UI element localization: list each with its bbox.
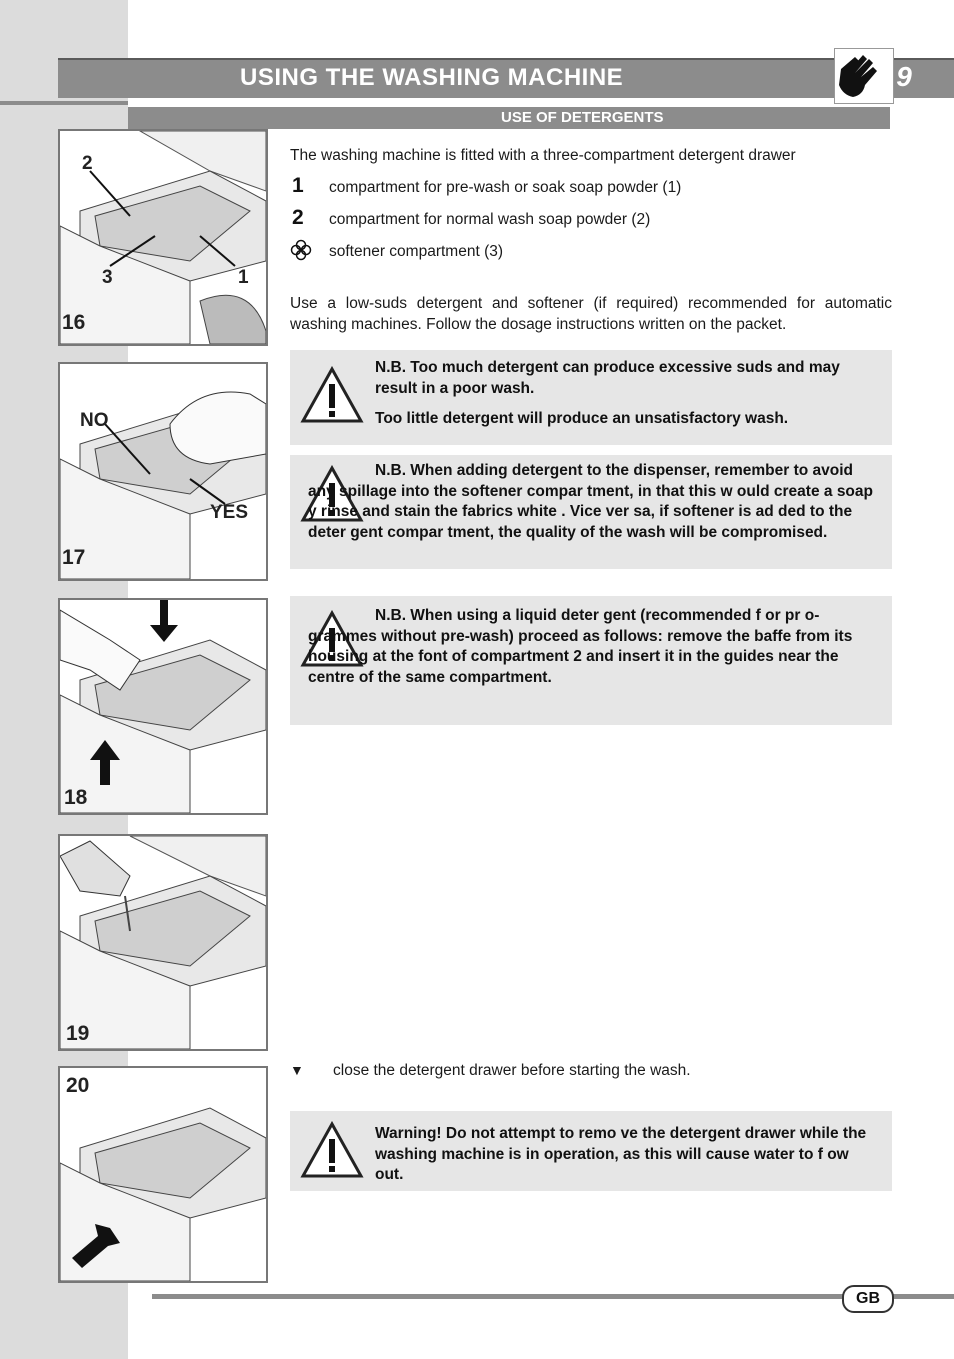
number-two-icon: 2 [292, 206, 304, 229]
note-text: N.B. Too much detergent can produce excessive suds and may result in a poor wash. [375, 359, 840, 397]
figure-20 [58, 1066, 268, 1283]
compartment-item: softener compartment (3) [329, 243, 504, 260]
drawer-illustration [60, 364, 266, 579]
section-title: USE OF DETERGENTS [501, 109, 664, 126]
figure-number: 20 [66, 1074, 90, 1097]
figure-16 [58, 129, 268, 346]
note-box [290, 596, 892, 725]
figure-19 [58, 834, 268, 1051]
language-badge: GB [842, 1285, 894, 1313]
page-title: USING THE WASHING MACHINE [240, 64, 624, 91]
figure-number: 16 [62, 311, 86, 334]
figure-number: 18 [64, 786, 88, 809]
figure-number: 17 [62, 546, 86, 569]
warning-icon [300, 1121, 364, 1179]
footer-rule [152, 1294, 954, 1299]
note-text: N.B. When adding detergent to the dispenser, remember to avoid any spillage into the softener compar tment, in that this w ould create a soap y rinse and stain the fabrics white . Vice ver sa, if softener is ad ded to the deter gent compar tment, the quality of the wash will be compromised. [308, 462, 873, 541]
flower-icon [290, 239, 312, 261]
warning-text: Warning! Do not attempt to remo ve the detergent drawer while the washing machine is in operation, as this will cause water to f ow out. [375, 1125, 867, 1183]
figure-17 [58, 362, 268, 581]
number-one-icon: 1 [292, 174, 304, 197]
figure-label: YES [210, 502, 249, 523]
warning-box [290, 1111, 892, 1191]
note-box [290, 350, 892, 445]
drawer-illustration [60, 836, 266, 1049]
drawer-illustration [60, 1068, 266, 1281]
compartment-item: compartment for normal wash soap powder (2) [329, 211, 651, 228]
warning-icon [300, 366, 364, 424]
figure-label: NO [80, 410, 109, 431]
note-box [290, 455, 892, 569]
usage-text: Use a low-suds detergent and softener (if required) recommended for automatic washing machines. Follow the dosage instructions written on the packet. [290, 295, 892, 333]
left-rule [0, 101, 128, 105]
figure-label: 1 [238, 267, 249, 288]
title-bar [58, 58, 954, 98]
note-text: N.B. When using a liquid deter gent (recommended f or pr o-grammes without pre-wash) proceed as follows: remove the baffe from its housing at the font of compartment 2 and insert it in the guides near the centre of the same compartment. [308, 607, 853, 686]
hand-icon [834, 48, 894, 104]
intro-text: The washing machine is fitted with a three-compartment detergent drawer [290, 147, 796, 164]
section-bar [128, 107, 890, 129]
drawer-illustration [60, 600, 266, 813]
figure-number: 19 [66, 1022, 90, 1045]
bullet-text: close the detergent drawer before starting the wash. [333, 1062, 691, 1079]
compartment-item: compartment for pre-wash or soak soap powder (1) [329, 179, 682, 196]
figure-label: 3 [102, 267, 113, 288]
bullet-triangle-icon: ▼ [290, 1062, 304, 1078]
figure-18 [58, 598, 268, 815]
figure-label: 2 [82, 153, 93, 174]
page-number: 9 [896, 61, 912, 92]
note-text: Too little detergent will produce an unsatisfactory wash. [375, 410, 789, 427]
